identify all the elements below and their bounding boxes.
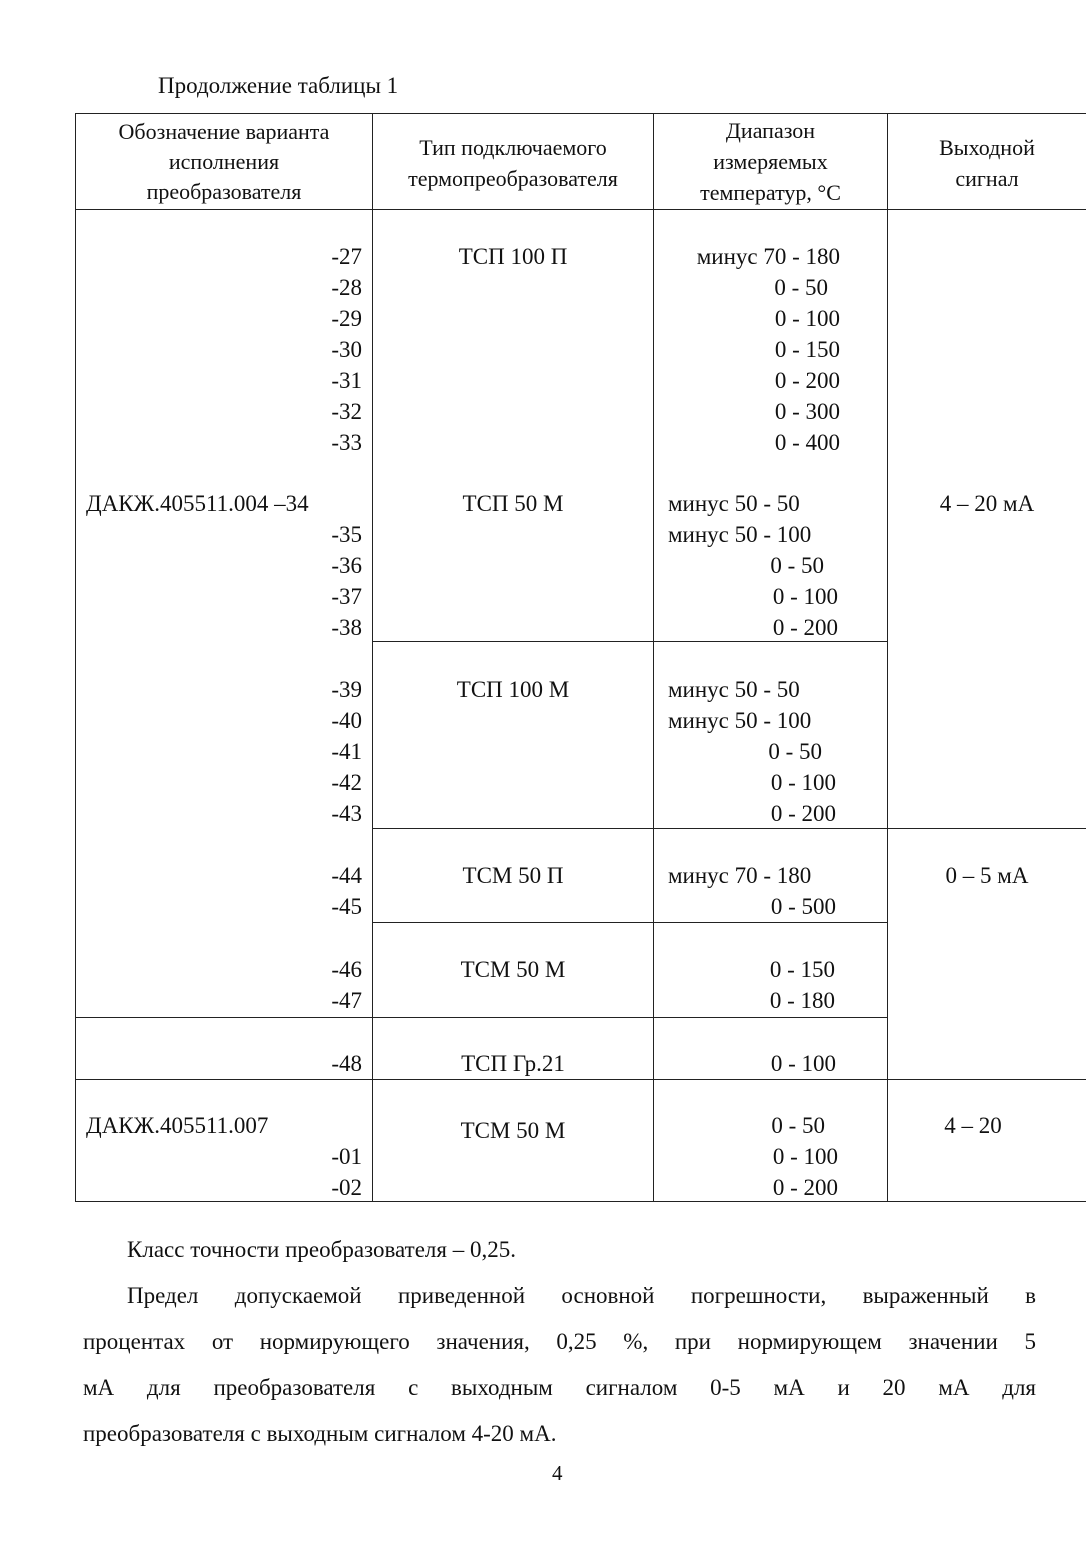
- designation-cell: -02: [331, 1175, 362, 1200]
- header-line: Обозначение варианта: [118, 119, 330, 144]
- designation-cell: -38: [331, 615, 362, 640]
- designation-cell: -31: [331, 368, 362, 393]
- col-border-1: [372, 113, 373, 1201]
- header-line: измеряемых: [713, 149, 828, 174]
- sensor-type-cell: ТСП 100 П: [458, 244, 568, 269]
- header-line: исполнения: [168, 149, 280, 174]
- paragraph-line: мА для преобразователя с выходным сигналом 0-5 мА и 20 мА для: [83, 1375, 1036, 1400]
- sensor-type-cell: ТСП 100 М: [456, 677, 570, 702]
- row-sep-tspgr21: [75, 1079, 1086, 1080]
- table-top-border: [75, 113, 1086, 114]
- temp-range-cell: 0 - 200: [772, 615, 838, 640]
- temp-range-cell: 0 - 50: [774, 275, 828, 300]
- designation-cell: ДАКЖ.405511.004 –34: [86, 491, 309, 516]
- temp-range-cell: 0 - 100: [772, 584, 838, 609]
- header-temp-range: [654, 119, 887, 205]
- table-caption: Продолжение таблицы 1: [158, 73, 399, 98]
- header-bottom-border: [75, 209, 1086, 210]
- col-border-3: [887, 113, 888, 1201]
- accuracy-class-text: Класс точности преобразователя – 0,25.: [127, 1237, 516, 1262]
- temp-range-cell: минус 50 - 50: [668, 491, 800, 516]
- temp-range-cell: 0 - 100: [770, 1051, 836, 1076]
- designation-cell: ДАКЖ.405511.007: [86, 1113, 269, 1138]
- temp-range-cell: минус 50 - 100: [668, 522, 812, 547]
- page-number: 4: [552, 1461, 563, 1485]
- designation-cell: -01: [331, 1144, 362, 1169]
- paragraph-line: преобразователя с выходным сигналом 4-20 мА.: [83, 1421, 557, 1446]
- header-designation: [76, 120, 372, 204]
- designation-cell: -32: [331, 399, 362, 424]
- designation-cell: -28: [331, 275, 362, 300]
- designation-cell: -44: [331, 863, 362, 888]
- sensor-type-cell: ТСМ 50 П: [462, 863, 564, 888]
- designation-cell: -45: [331, 894, 362, 919]
- designation-cell: -43: [331, 801, 362, 826]
- sensor-type-cell: ТСМ 50 М: [460, 1118, 566, 1143]
- temp-range-cell: 0 - 500: [770, 894, 836, 919]
- temp-range-cell: минус 70 - 180: [696, 244, 840, 269]
- header-line: сигнал: [955, 166, 1019, 191]
- output-signal-cell: 4 – 20 мА: [939, 491, 1035, 516]
- designation-cell: -37: [331, 584, 362, 609]
- designation-cell: -33: [331, 430, 362, 455]
- designation-cell: -47: [331, 988, 362, 1013]
- paragraph-line: Предел допускаемой приведенной основной погрешности, выраженный в: [127, 1283, 1036, 1308]
- designation-cell: -35: [331, 522, 362, 547]
- designation-cell: -29: [331, 306, 362, 331]
- temp-range-cell: 0 - 400: [774, 430, 840, 455]
- sensor-type-cell: ТСМ 50 М: [460, 957, 566, 982]
- designation-cell: -40: [331, 708, 362, 733]
- sensor-type-cell: ТСП 50 М: [462, 491, 564, 516]
- row-sep-tsm50m: [75, 1017, 887, 1018]
- designation-cell: -30: [331, 337, 362, 362]
- row-sep-tsm50p: [372, 922, 887, 923]
- temp-range-cell: 0 - 150: [774, 337, 840, 362]
- header-line: Тип подключаемого: [419, 135, 607, 160]
- temp-range-cell: минус 50 - 50: [668, 677, 800, 702]
- temp-range-cell: 0 - 50: [770, 553, 824, 578]
- temp-range-cell: 0 - 100: [774, 306, 840, 331]
- header-line: Диапазон: [725, 118, 816, 143]
- temp-range-cell: 0 - 200: [770, 801, 836, 826]
- designation-cell: -41: [331, 739, 362, 764]
- designation-cell: -42: [331, 770, 362, 795]
- temp-range-cell: минус 70 - 180: [668, 863, 812, 888]
- header-line: температур, °С: [700, 180, 841, 205]
- temp-range-cell: 0 - 100: [772, 1144, 838, 1169]
- header-sensor-type: [373, 136, 653, 191]
- header-line: термопреобразователя: [408, 166, 618, 191]
- designation-cell: -48: [331, 1051, 362, 1076]
- output-signal-cell: 0 – 5 мА: [945, 863, 1029, 888]
- col-border-2: [653, 113, 654, 1201]
- sensor-type-cell: ТСП Гр.21: [461, 1051, 565, 1076]
- header-line: преобразователя: [146, 179, 302, 204]
- temp-range-cell: 0 - 50: [768, 739, 822, 764]
- temp-range-cell: 0 - 100: [770, 770, 836, 795]
- header-line: Выходной: [939, 135, 1035, 160]
- designation-cell: -46: [331, 957, 362, 982]
- col-border-left: [75, 113, 76, 1201]
- temp-range-cell: минус 50 - 100: [668, 708, 812, 733]
- temp-range-cell: 0 - 180: [769, 988, 835, 1013]
- designation-cell: -27: [331, 244, 362, 269]
- output-signal-cell: 4 – 20: [944, 1113, 1002, 1138]
- header-output-signal: [888, 136, 1086, 191]
- designation-cell: -39: [331, 677, 362, 702]
- temp-range-cell: 0 - 50: [771, 1113, 825, 1138]
- temp-range-cell: 0 - 150: [769, 957, 835, 982]
- temp-range-cell: 0 - 200: [772, 1175, 838, 1200]
- temp-range-cell: 0 - 200: [774, 368, 840, 393]
- temp-range-cell: 0 - 300: [774, 399, 840, 424]
- designation-cell: -36: [331, 553, 362, 578]
- paragraph-line: процентах от нормирующего значения, 0,25 %, при нормирующем значении 5: [83, 1329, 1036, 1354]
